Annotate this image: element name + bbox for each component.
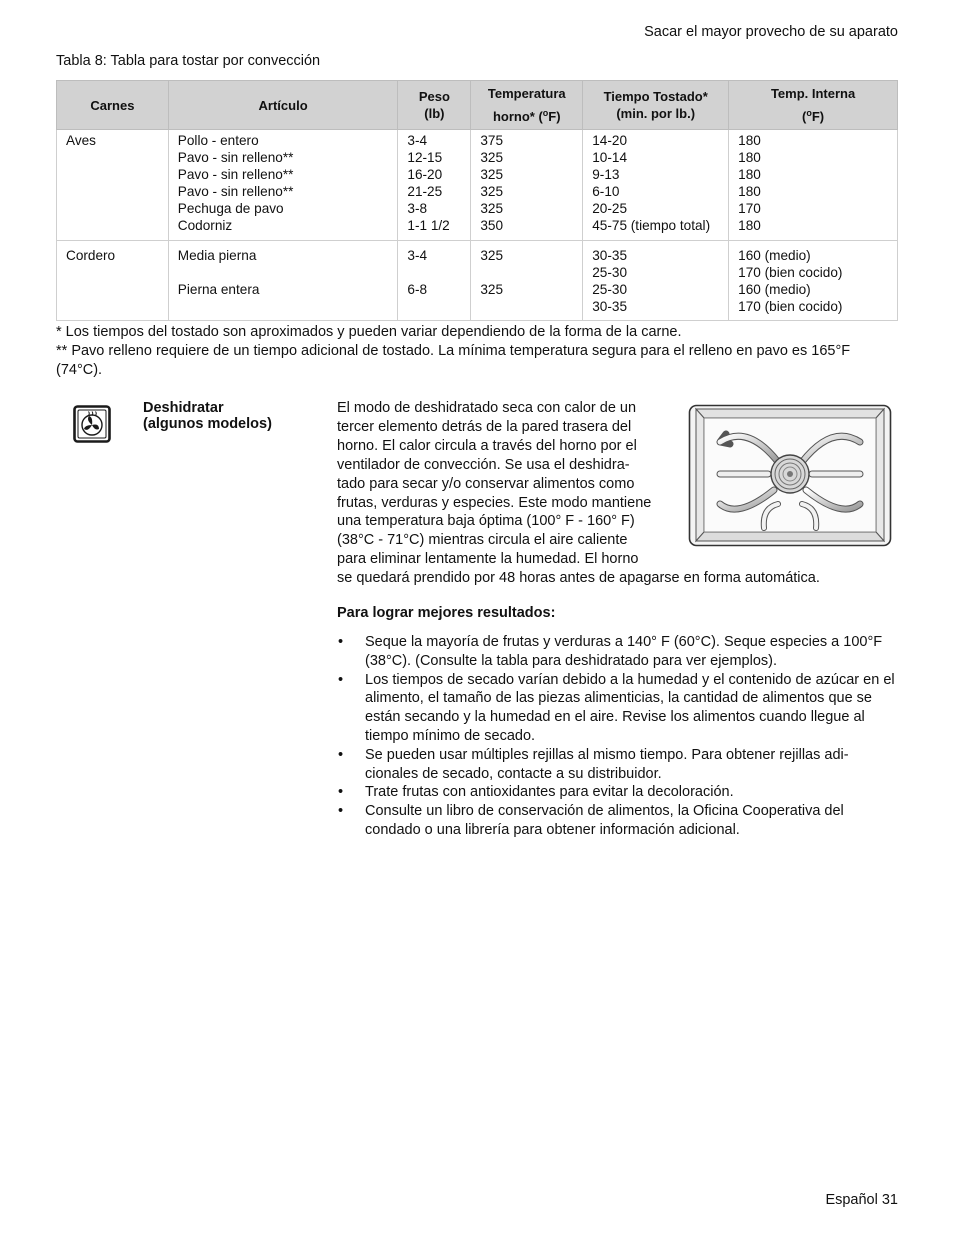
cell-items: Media pierna Pierna entera xyxy=(168,241,398,321)
list-item: • Los tiempos de secado varían debido a la humedad y el contenido de azúcar en el alimento, el tamaño de las piezas alimenticias, la cantidad de alimentos que se están secando y la humedad en el aire. Revise los alimentos cuando llegue al tiempo mínimo de secado. xyxy=(338,671,895,744)
table-footnotes xyxy=(56,323,898,380)
best-results-list xyxy=(337,633,899,840)
cell-weights: 3-4 6-8 xyxy=(398,241,471,321)
table-row xyxy=(57,130,898,241)
table-row xyxy=(57,241,898,321)
header-peso: Peso (lb) xyxy=(398,81,471,130)
list-item: • Se pueden usar múltiples rejillas al mismo tiempo. Para obtener rejillas adi-cionales de secado, contacte a su distribuidor. xyxy=(338,746,849,782)
header-carnes: Carnes xyxy=(57,81,169,130)
cell-internal: 160 (medio) 170 (bien cocido) 160 (medio) 170 (bien cocido) xyxy=(729,241,898,321)
header-temp-interna: Temp. Interna ($^o$F) xyxy=(729,81,898,130)
header-articulo: Artículo xyxy=(168,81,398,130)
cell-times: 30-35 25-30 25-30 30-35 xyxy=(583,241,729,321)
dehydrate-title: Deshidratar (algunos modelos) xyxy=(143,400,272,432)
table-header-row xyxy=(57,81,898,130)
cell-weights: 3-4 12-15 16-20 21-25 3-8 1-1 1/2 xyxy=(398,130,471,241)
page-number: Español 31 xyxy=(825,1192,898,1208)
cell-meat: Cordero xyxy=(57,241,169,321)
cell-temps: 325 325 xyxy=(471,241,583,321)
list-item: • Trate frutas con antioxidantes para evitar la decoloración. xyxy=(338,784,734,801)
cell-temps: 375 325 325 325 325 350 xyxy=(471,130,583,241)
cell-items: Pollo - entero Pavo - sin relleno** Pavo - sin relleno** Pavo - sin relleno** Pechuga de pavo Codorniz xyxy=(168,130,398,241)
cell-meat: Aves xyxy=(57,130,169,241)
table-caption: Tabla 8: Tabla para tostar por convección xyxy=(56,53,321,69)
header-temperatura: Temperatura horno* ($^o$F) xyxy=(471,81,583,130)
cell-internal: 180 180 180 180 170 180 xyxy=(729,130,898,241)
dehydrate-fan-icon xyxy=(73,405,111,443)
header-tiempo-tostado: Tiempo Tostado* (min. por lb.) xyxy=(583,81,729,130)
footnote-1: * Los tiempos del tostado son aproximados y pueden variar dependiendo de la forma de la carne. xyxy=(56,324,682,340)
list-item: • Seque la mayoría de frutas y verduras a 140° F (60°C). Seque especies a 100°F (38°C). (Consulte la tabla para deshidratado para ver ejemplos). xyxy=(338,634,883,669)
footnote-2: ** Pavo relleno requiere de un tiempo adicional de tostado. La mínima temperatura segura para el relleno en pavo es 165°F (74°C). xyxy=(56,343,851,378)
dehydrate-description: El modo de deshidratado seca con calor de un tercer elemento detrás de la pared trasera del horno. El calor circula a través del horno por el ventilador de convección. Se usa el deshidra- tado para secar y/o conservar alimentos como frutas, verduras y especies. Este modo mantiene una temperatura baja óptima (100° F - 160° F) (38°C - 71°C) mientras circula el aire caliente para eliminar lentamente la humedad. El horno se quedará prendido por 48 horas antes de apagarse en forma automática. xyxy=(337,400,820,587)
page-section-header: Sacar el mayor provecho de su aparato xyxy=(644,24,898,40)
list-item: • Consulte un libro de conservación de alimentos, la Oficina Cooperativa del condado o una librería para obtener información adicional. xyxy=(338,803,844,838)
cell-times: 14-20 10-14 9-13 6-10 20-25 45-75 (tiempo total) xyxy=(583,130,729,241)
best-results-heading: Para lograr mejores resultados: xyxy=(337,605,556,621)
convection-roast-table xyxy=(56,80,898,321)
oven-airflow-diagram xyxy=(688,404,892,547)
